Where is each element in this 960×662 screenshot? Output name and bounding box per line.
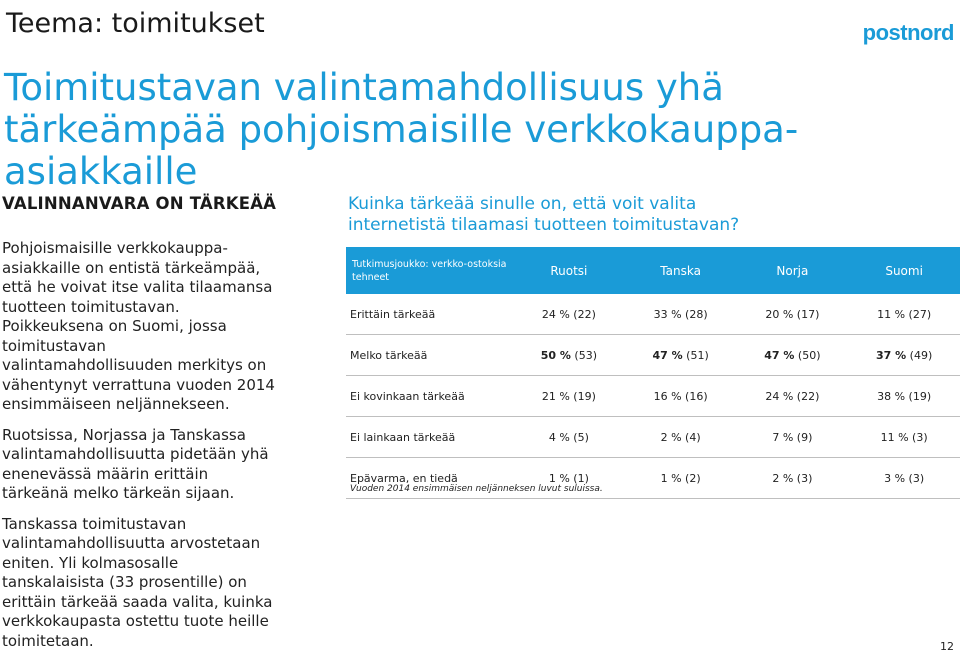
cell-previous: (49)	[909, 348, 933, 362]
table-cell	[625, 335, 737, 376]
cell-value: 2 %	[660, 430, 682, 444]
sample-label: Tutkimusjoukko: verkko-ostoksia tehneet	[346, 247, 513, 294]
column-header-suomi: Suomi	[848, 247, 960, 294]
paragraph: Tanskassa toimitustavan valintamahdollisuutta arvostetaan eniten. Yli kolmasosalle tanskalaisista (33 prosentille) on erittäin tärkeää saada valita, kuinka verkkokaupasta ostettu tuote heille toimitetaan.	[2, 514, 273, 650]
table-cell	[625, 458, 737, 499]
paragraph: Pohjoismaisille verkkokauppa- asiakkaille on entistä tärkeämpää, että he voivat itse valita tilaamansa tuotteen toimitustavan. Poikkeuksena on Suomi, jossa toimitustavan valintamahdollisuuden merkitys on vähentynyt verrattuna vuoden 2014 ensimmäiseen neljännekseen.	[2, 239, 275, 413]
table-cell	[848, 417, 960, 458]
cell-value: 1 %	[660, 471, 682, 485]
table-cell	[737, 458, 849, 499]
table-header	[346, 247, 960, 294]
cell-value: 21 %	[541, 389, 570, 403]
cell-previous: (50)	[797, 348, 821, 362]
table-cell	[848, 458, 960, 499]
cell-value: 7 %	[772, 430, 794, 444]
cell-value: 50 %	[540, 348, 571, 362]
cell-previous: (3)	[912, 430, 928, 444]
cell-value: 16 %	[653, 389, 682, 403]
page-number: 12	[940, 640, 954, 653]
cell-value: 11 %	[880, 430, 909, 444]
cell-value: 20 %	[765, 307, 794, 321]
column-header-ruotsi: Ruotsi	[513, 247, 625, 294]
table-cell	[737, 335, 849, 376]
row-label: Erittäin tärkeää	[346, 294, 513, 335]
section-heading: VALINNANVARA ON TÄRKEÄÄ	[2, 194, 277, 213]
cell-value: 2 %	[772, 471, 794, 485]
cell-previous: (16)	[685, 389, 708, 403]
table-cell	[625, 376, 737, 417]
left-column	[2, 194, 302, 662]
postnord-logo: postnord	[862, 20, 954, 45]
cell-value: 3 %	[884, 471, 906, 485]
cell-value: 11 %	[877, 307, 906, 321]
table-row	[346, 376, 960, 417]
row-label: Epävarma, en tiedä	[346, 458, 513, 499]
table-row	[346, 335, 960, 376]
cell-previous: (4)	[685, 430, 701, 444]
table-cell	[625, 417, 737, 458]
table-cell	[848, 335, 960, 376]
row-label: Melko tärkeää	[346, 335, 513, 376]
cell-previous: (51)	[686, 348, 709, 362]
row-label: Ei kovinkaan tärkeää	[346, 376, 513, 417]
cell-previous: (27)	[908, 307, 932, 321]
cell-previous: (3)	[908, 471, 925, 485]
cell-value: 47 %	[652, 348, 683, 362]
row-label: Ei lainkaan tärkeää	[346, 417, 513, 458]
table-cell	[737, 376, 849, 417]
cell-previous: (3)	[796, 471, 813, 485]
cell-previous: (22)	[796, 389, 820, 403]
cell-previous: (17)	[796, 307, 820, 321]
table-cell	[513, 294, 625, 335]
table-footnote: Vuoden 2014 ensimmäisen neljänneksen luvut suluissa.	[350, 484, 603, 494]
cell-value: 47 %	[764, 348, 795, 362]
cell-value: 37 %	[875, 348, 907, 362]
column-header-tanska: Tanska	[625, 247, 737, 294]
table-cell	[513, 376, 625, 417]
table-row	[346, 417, 960, 458]
table-cell	[513, 417, 625, 458]
table-cell	[513, 335, 625, 376]
cell-value: 33 %	[653, 307, 682, 321]
table-cell	[848, 294, 960, 335]
topic-label: Teema: toimitukset	[6, 8, 265, 39]
cell-previous: (9)	[796, 430, 813, 444]
cell-value: 24 %	[541, 307, 570, 321]
cell-value: 4 %	[548, 430, 570, 444]
table-cell	[737, 294, 849, 335]
cell-previous: (19)	[908, 389, 932, 403]
cell-previous: (5)	[573, 430, 589, 444]
cell-value: 24 %	[765, 389, 794, 403]
cell-previous: (53)	[574, 348, 597, 362]
cell-previous: (2)	[685, 471, 701, 485]
column-header-norja: Norja	[737, 247, 849, 294]
cell-previous: (1)	[573, 471, 589, 485]
results-table	[346, 247, 960, 499]
table-cell	[848, 376, 960, 417]
cell-value: 1 %	[548, 471, 570, 485]
cell-previous: (22)	[573, 307, 596, 321]
table-row	[346, 294, 960, 335]
cell-previous: (28)	[685, 307, 708, 321]
survey-question: Kuinka tärkeää sinulle on, että voit valita internetistä tilaamasi tuotteen toimitustavan?	[348, 194, 740, 235]
paragraph: Ruotsissa, Norjassa ja Tanskassa valintamahdollisuutta pidetään yhä enenevässä määrin erittäin tärkeänä melko tärkeän sijaan.	[2, 425, 269, 502]
page-title: Toimitustavan valintamahdollisuus yhä tärkeämpää pohjoismaisille verkkokauppa-asiakkaille	[4, 65, 799, 193]
table-cell	[625, 294, 737, 335]
cell-previous: (19)	[573, 389, 596, 403]
table-cell	[737, 417, 849, 458]
cell-value: 38 %	[877, 389, 906, 403]
